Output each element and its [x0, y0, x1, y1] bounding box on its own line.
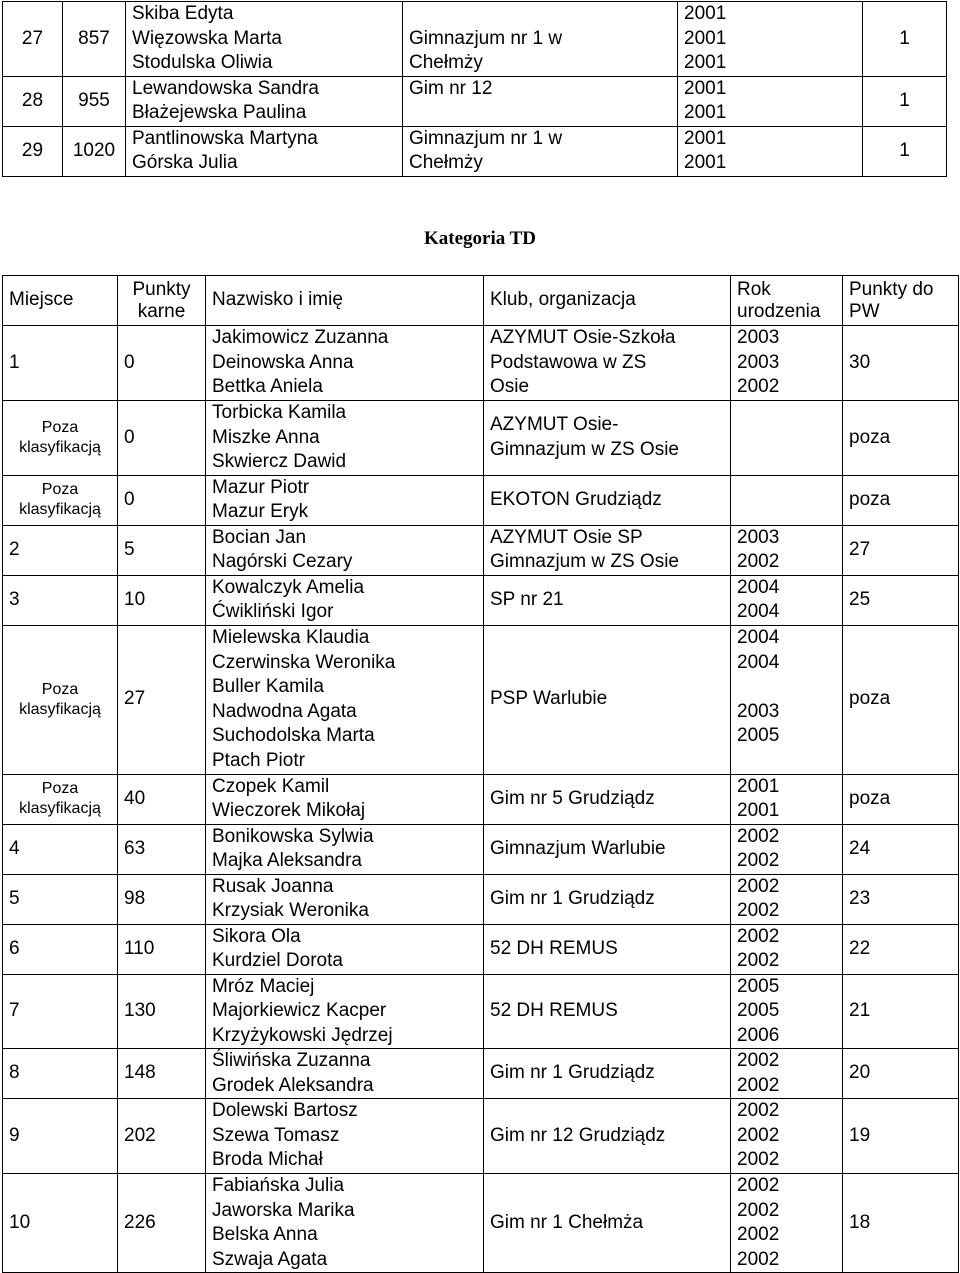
row-years-line [737, 749, 836, 774]
row-names-line: Broda Michał [212, 1149, 323, 1171]
row-years-line: 2002 [737, 551, 780, 572]
row-years [731, 1099, 843, 1174]
header-club: Klub, organizacja [484, 276, 731, 326]
top-results-table [2, 1, 947, 177]
row-club [484, 874, 731, 924]
top-years-line: 2001 [684, 27, 727, 49]
top-years-line: 2001 [684, 77, 727, 99]
row-years [731, 525, 843, 575]
row-pw: 24 [843, 824, 959, 874]
row-years [731, 1049, 843, 1099]
top-years [678, 126, 863, 176]
row-place: 3 [3, 575, 118, 625]
row-names-line: Majorkiewicz Kacper [212, 1000, 387, 1021]
row-pw: 20 [843, 1049, 959, 1099]
row-club-line: Gimnazjum w ZS Osie [490, 438, 679, 460]
row-club-line: Gim nr 1 Chełmża [490, 1211, 644, 1233]
row-club [484, 575, 731, 625]
row-years [731, 1174, 843, 1273]
row-years-line: 2003 [737, 526, 780, 548]
header-points: Punkty karne [118, 276, 206, 326]
row-years-line: 2005 [737, 725, 780, 746]
row-pw: 22 [843, 924, 959, 974]
row-names-line: Rusak Joanna [212, 875, 334, 897]
row-place: 5 [3, 874, 118, 924]
row-names-line: Czopek Kamil [212, 775, 330, 797]
row-names-line: Kurdziel Dorota [212, 950, 343, 971]
row-years-line: 2002 [737, 1175, 780, 1196]
top-names [126, 76, 403, 126]
top-names-line: Więzowska Marta [132, 27, 282, 49]
row-names-line: Torbicka Kamila [212, 402, 347, 423]
result-row [3, 1049, 959, 1099]
top-years-line: 2001 [684, 3, 727, 24]
result-row [3, 475, 959, 525]
row-names-line: Bocian Jan [212, 526, 307, 548]
row-club-line: Gim nr 5 Grudziądz [490, 787, 655, 809]
row-names-line: Dolewski Bartosz [212, 1100, 358, 1122]
row-names-line: Mazur Eryk [212, 501, 309, 522]
row-club-line: Gim nr 12 Grudziądz [490, 1124, 666, 1146]
top-points: 955 [63, 76, 126, 126]
row-club-line: AZYMUT Osie- [490, 414, 619, 436]
row-place: 9 [3, 1099, 118, 1174]
row-years-line: 2004 [737, 627, 780, 648]
top-club [403, 2, 678, 77]
result-row [3, 625, 959, 774]
row-points: 202 [118, 1099, 206, 1174]
row-years-line: 2005 [737, 1000, 780, 1021]
result-row [3, 974, 959, 1049]
top-club-line [409, 2, 671, 27]
row-names-line: Skwiercz Dawid [212, 451, 347, 472]
row-club [484, 401, 731, 476]
row-pw: 21 [843, 974, 959, 1049]
top-club-line: Gimnazjum nr 1 w [409, 27, 563, 49]
row-years-line: 2002 [737, 1050, 780, 1071]
row-club-line: Osie [490, 376, 530, 398]
row-points: 5 [118, 525, 206, 575]
row-names-line: Nagórski Cezary [212, 551, 353, 572]
row-place: Poza klasyfikacją [3, 774, 118, 824]
row-club-line: AZYMUT Osie-Szkoła [490, 327, 676, 349]
row-club-line: Gimnazjum Warlubie [490, 837, 666, 859]
top-table-row [3, 76, 947, 126]
row-years-line: 2006 [737, 1024, 780, 1046]
row-years [731, 326, 843, 401]
top-points: 1020 [63, 126, 126, 176]
row-years-line: 2002 [737, 376, 780, 398]
row-points: 98 [118, 874, 206, 924]
row-years-line [737, 675, 836, 700]
row-club [484, 1049, 731, 1099]
row-years-line: 2005 [737, 975, 780, 997]
top-place: 27 [3, 2, 63, 77]
row-place: 8 [3, 1049, 118, 1099]
row-club [484, 475, 731, 525]
row-years-line: 2002 [737, 1199, 780, 1221]
row-names-line: Sikora Ola [212, 925, 301, 947]
row-names-line: Ptach Piotr [212, 749, 305, 771]
row-pw: 19 [843, 1099, 959, 1174]
row-names-line: Miszke Anna [212, 426, 320, 448]
row-club [484, 1174, 731, 1273]
result-row [3, 1099, 959, 1174]
row-names [206, 1174, 484, 1273]
row-names-line: Bonikowska Sylwia [212, 825, 374, 847]
row-club [484, 1099, 731, 1174]
top-pw: 1 [863, 2, 947, 77]
row-names [206, 326, 484, 401]
row-names [206, 974, 484, 1049]
top-names-line: Lewandowska Sandra [132, 77, 319, 99]
top-pw: 1 [863, 76, 947, 126]
row-names-line: Fabiańska Julia [212, 1175, 345, 1196]
results-table [2, 275, 959, 1273]
row-years-line: 2002 [737, 1124, 780, 1146]
row-years-line: 2002 [737, 825, 780, 847]
row-club [484, 774, 731, 824]
top-table-row [3, 2, 947, 77]
row-years-line: 2004 [737, 601, 780, 622]
result-row [3, 326, 959, 401]
row-club [484, 824, 731, 874]
row-pw: 27 [843, 525, 959, 575]
row-names-line: Kowalczyk Amelia [212, 576, 365, 598]
row-points: 0 [118, 475, 206, 525]
result-row [3, 401, 959, 476]
category-title: Kategoria TD [423, 228, 537, 249]
row-place: 1 [3, 326, 118, 401]
row-names-line: Buller Kamila [212, 676, 324, 697]
row-years [731, 774, 843, 824]
row-names [206, 401, 484, 476]
top-names [126, 2, 403, 77]
row-names-line: Czerwinska Weronika [212, 651, 396, 673]
row-place: 4 [3, 824, 118, 874]
row-names [206, 924, 484, 974]
row-place: 7 [3, 974, 118, 1049]
row-points: 148 [118, 1049, 206, 1099]
row-points: 130 [118, 974, 206, 1049]
top-club-line [409, 101, 671, 126]
top-names-line: Stodulska Oliwia [132, 52, 273, 73]
row-names-line: Krzyżykowski Jędrzej [212, 1024, 393, 1046]
header-names: Nazwisko i imię [206, 276, 484, 326]
top-years-line: 2001 [684, 127, 727, 149]
row-years-line: 2004 [737, 576, 780, 598]
row-club-line: 52 DH REMUS [490, 937, 618, 959]
row-pw: poza [843, 475, 959, 525]
row-years [731, 401, 843, 476]
top-club-line: Chełmży [409, 52, 483, 73]
row-years-line: 2002 [737, 1100, 780, 1122]
row-years [731, 924, 843, 974]
header-place: Miejsce [3, 276, 118, 326]
row-place: 2 [3, 525, 118, 575]
row-names-line: Wieczorek Mikołaj [212, 800, 366, 821]
row-place: 10 [3, 1174, 118, 1273]
top-club-line: Gim nr 12 [409, 77, 493, 99]
row-points: 40 [118, 774, 206, 824]
row-club-line: SP nr 21 [490, 588, 564, 610]
row-years-line: 2001 [737, 800, 780, 821]
row-years-line: 2002 [737, 1224, 780, 1245]
row-names-line: Śliwińska Zuzanna [212, 1050, 371, 1071]
row-place: Poza klasyfikacją [3, 625, 118, 774]
top-table-row [3, 126, 947, 176]
row-points: 226 [118, 1174, 206, 1273]
row-club-line: Podstawowa w ZS [490, 351, 647, 373]
row-club [484, 326, 731, 401]
row-club [484, 924, 731, 974]
row-names-line: Szwaja Agata [212, 1248, 328, 1270]
row-names [206, 575, 484, 625]
top-club-line: Gimnazjum nr 1 w [409, 127, 563, 149]
row-names [206, 475, 484, 525]
row-years-line: 2002 [737, 1074, 780, 1096]
row-names-line: Deinowska Anna [212, 351, 354, 373]
row-points: 0 [118, 401, 206, 476]
row-names [206, 1099, 484, 1174]
row-place: 6 [3, 924, 118, 974]
top-years-line: 2001 [684, 102, 727, 123]
row-names [206, 525, 484, 575]
row-points: 110 [118, 924, 206, 974]
row-pw: 25 [843, 575, 959, 625]
top-points: 857 [63, 2, 126, 77]
top-years [678, 2, 863, 77]
row-pw: poza [843, 625, 959, 774]
row-years-line: 2002 [737, 1149, 780, 1171]
row-years-line: 2003 [737, 351, 780, 373]
row-names-line: Grodek Aleksandra [212, 1074, 374, 1096]
row-pw: 23 [843, 874, 959, 924]
row-points: 10 [118, 575, 206, 625]
row-names-line: Krzysiak Weronika [212, 900, 369, 921]
top-years-line: 2001 [684, 152, 727, 173]
row-points: 63 [118, 824, 206, 874]
row-years-line: 2003 [737, 327, 780, 349]
row-names-line: Szewa Tomasz [212, 1124, 340, 1146]
row-names-line: Nadwodna Agata [212, 700, 357, 722]
top-names-line: Pantlinowska Martyna [132, 127, 318, 149]
row-years-line: 2002 [737, 1248, 780, 1270]
row-names-line: Mróz Maciej [212, 975, 315, 997]
row-years [731, 575, 843, 625]
top-club [403, 126, 678, 176]
header-pw: Punkty do PW [843, 276, 959, 326]
row-names-line: Jaworska Marika [212, 1199, 355, 1221]
row-years [731, 475, 843, 525]
top-names-line: Górska Julia [132, 152, 238, 173]
row-names-line: Bettka Aniela [212, 376, 323, 398]
result-row [3, 575, 959, 625]
row-years-line: 2002 [737, 850, 780, 871]
row-club-line: AZYMUT Osie SP [490, 526, 643, 548]
row-years-line: 2004 [737, 651, 780, 673]
row-names-line: Ćwikliński Igor [212, 601, 334, 622]
row-place: Poza klasyfikacją [3, 475, 118, 525]
row-pw: 30 [843, 326, 959, 401]
top-pw: 1 [863, 126, 947, 176]
row-years-line: 2002 [737, 925, 780, 947]
row-points: 27 [118, 625, 206, 774]
top-club [403, 76, 678, 126]
row-names [206, 824, 484, 874]
row-points: 0 [118, 326, 206, 401]
row-names [206, 1049, 484, 1099]
row-years [731, 625, 843, 774]
top-names-line: Skiba Edyta [132, 3, 234, 24]
row-years-line: 2003 [737, 700, 780, 722]
row-club [484, 625, 731, 774]
row-pw: poza [843, 401, 959, 476]
row-place: Poza klasyfikacją [3, 401, 118, 476]
row-names [206, 874, 484, 924]
result-row [3, 525, 959, 575]
header-row [3, 276, 959, 326]
row-years [731, 874, 843, 924]
row-years [731, 824, 843, 874]
row-pw: poza [843, 774, 959, 824]
row-club [484, 525, 731, 575]
top-place: 28 [3, 76, 63, 126]
result-row [3, 1174, 959, 1273]
row-years-line: 2002 [737, 950, 780, 971]
top-place: 29 [3, 126, 63, 176]
row-names [206, 774, 484, 824]
row-years-line: 2002 [737, 875, 780, 897]
top-names-line: Błażejewska Paulina [132, 102, 307, 123]
result-row [3, 824, 959, 874]
row-club-line: Gimnazjum w ZS Osie [490, 551, 679, 572]
result-row [3, 924, 959, 974]
header-year: Rok urodzenia [731, 276, 843, 326]
row-names-line: Majka Aleksandra [212, 850, 362, 871]
row-club-line: Gim nr 1 Grudziądz [490, 887, 655, 909]
row-names-line: Jakimowicz Zuzanna [212, 327, 389, 349]
result-row [3, 874, 959, 924]
row-names-line: Mielewska Klaudia [212, 627, 370, 648]
row-pw: 18 [843, 1174, 959, 1273]
row-club-line: 52 DH REMUS [490, 1000, 618, 1021]
result-row [3, 774, 959, 824]
row-names-line: Belska Anna [212, 1224, 318, 1245]
row-names-line: Suchodolska Marta [212, 725, 375, 746]
row-years-line: 2002 [737, 900, 780, 921]
row-club-line: EKOTON Grudziądz [490, 488, 662, 510]
top-names [126, 126, 403, 176]
top-club-line: Chełmży [409, 152, 483, 173]
top-years [678, 76, 863, 126]
row-club [484, 974, 731, 1049]
row-names [206, 625, 484, 774]
row-club-line: Gim nr 1 Grudziądz [490, 1062, 655, 1084]
top-years-line: 2001 [684, 52, 727, 73]
row-years-line: 2001 [737, 775, 780, 797]
row-years [731, 974, 843, 1049]
row-names-line: Mazur Piotr [212, 476, 310, 498]
row-club-line: PSP Warlubie [490, 688, 608, 710]
